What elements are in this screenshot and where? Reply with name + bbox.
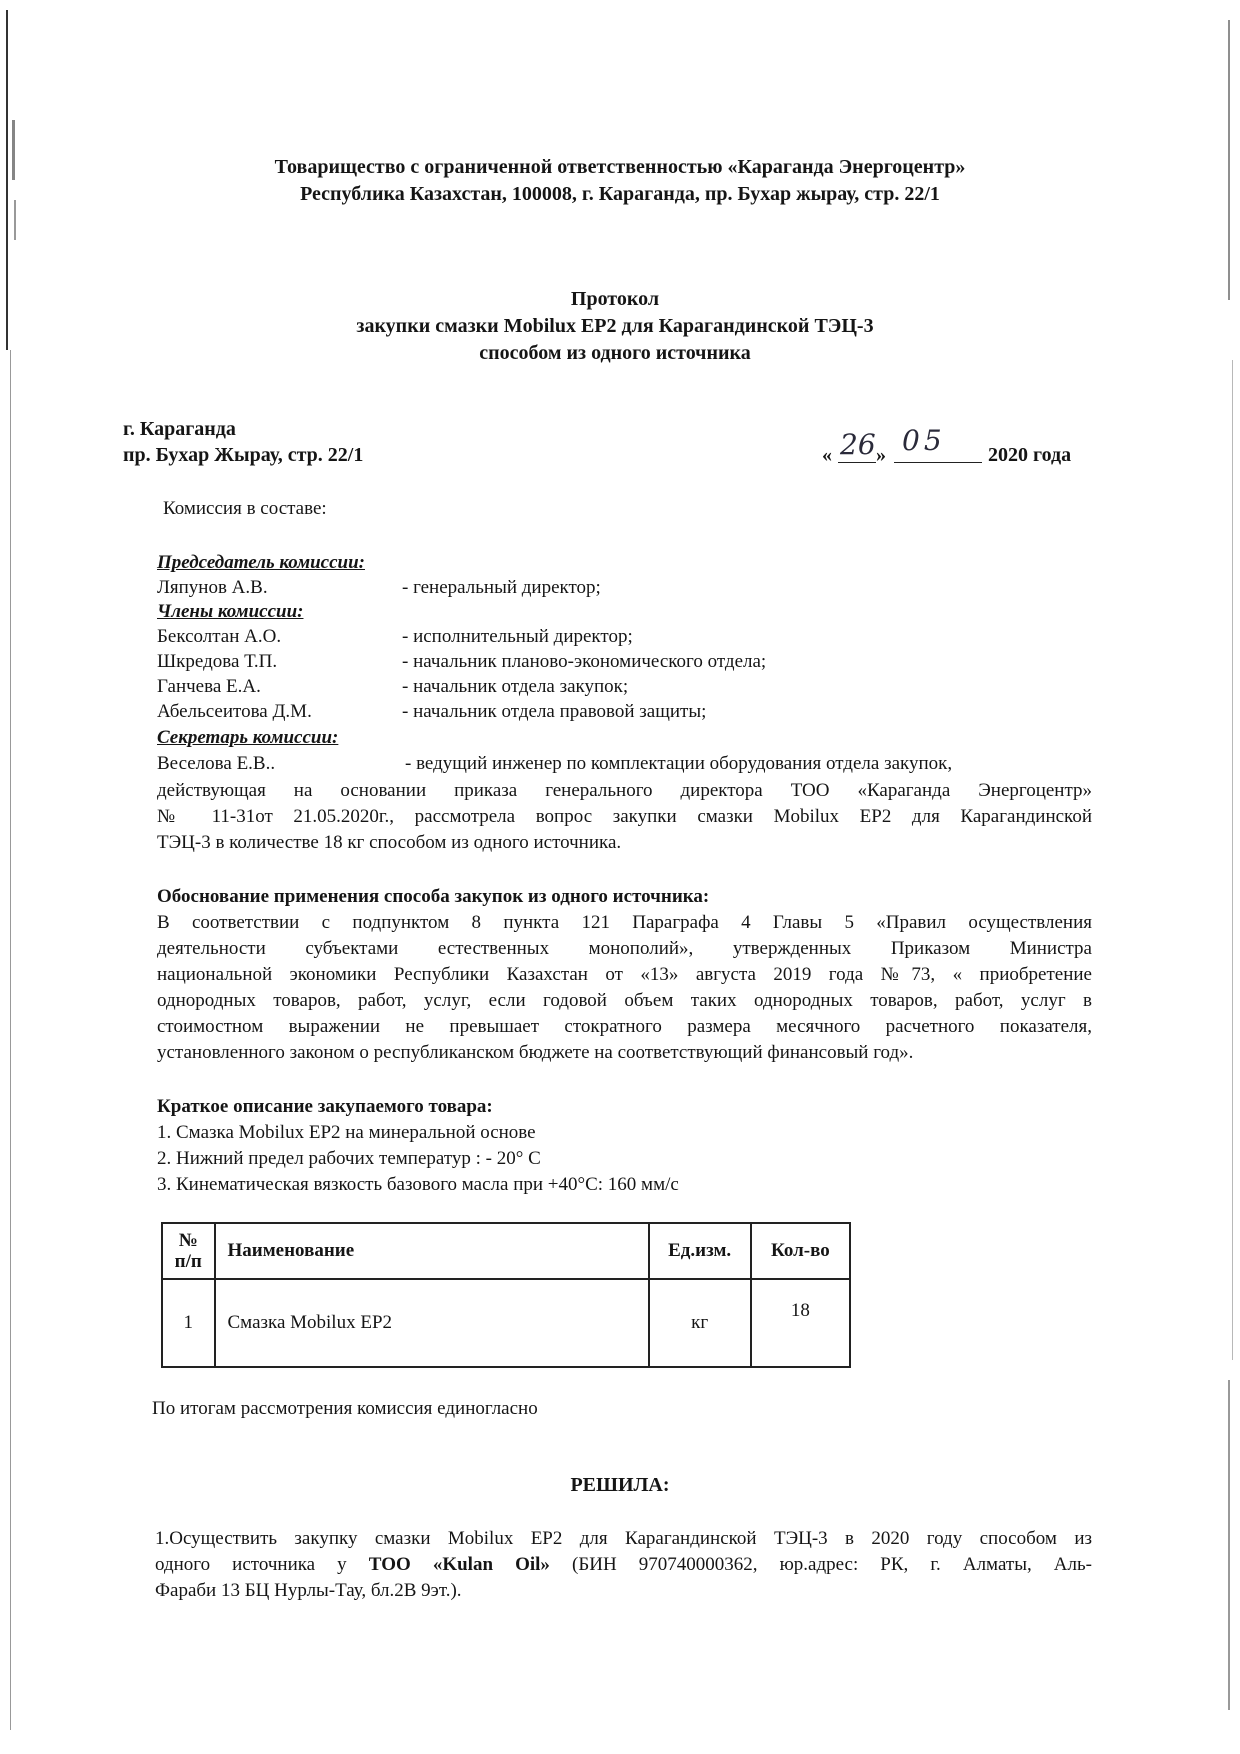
member-role: - начальник планово-экономического отдела; bbox=[402, 651, 767, 672]
row-qty: 18 bbox=[751, 1279, 850, 1367]
protocol-subject: закупки смазки Mobilux EP2 для Карагандинской ТЭЦ-3 bbox=[356, 315, 874, 337]
member-name: Абельсеитова Д.М. bbox=[157, 701, 312, 722]
decision-line: 1.Осуществить закупку смазки Mobilux EP2 для Карагандинской ТЭЦ-3 в 2020 году способом из bbox=[155, 1528, 1092, 1549]
description-item: 3. Кинематическая вязкость базового масла при +40°С: 160 мм/с bbox=[157, 1174, 679, 1195]
description-heading: Краткое описание закупаемого товара: bbox=[157, 1096, 493, 1117]
row-name: Смазка Mobilux EP2 bbox=[215, 1279, 649, 1367]
member-role: - начальник отдела закупок; bbox=[402, 676, 629, 697]
org-name: Товарищество с ограниченной ответственностью «Караганда Энергоцентр» bbox=[274, 156, 966, 178]
chair-row bbox=[157, 577, 1057, 603]
member-name: Ганчева Е.А. bbox=[157, 676, 261, 697]
header-num-line2: п/п bbox=[174, 1251, 202, 1272]
member-row bbox=[157, 701, 1057, 727]
protocol-method: способом из одного источника bbox=[479, 342, 751, 364]
row-unit: кг bbox=[649, 1279, 751, 1367]
decision-line2-end: (БИН 970740000362, юр.адрес: РК, г. Алматы, Аль- bbox=[549, 1554, 1092, 1575]
header-name: Наименование bbox=[215, 1223, 649, 1279]
chair-role: - генеральный директор; bbox=[402, 577, 601, 598]
protocol-title: Протокол bbox=[570, 288, 660, 310]
day-underline bbox=[838, 462, 876, 463]
decision-supplier-line bbox=[155, 1554, 1092, 1576]
justification-line: стоимостном выражении не превышает стократного размера месячного расчетного показателя, bbox=[157, 1016, 1092, 1037]
commission-text-line: № 11-31от 21.05.2020г., рассмотрела вопрос закупки смазки Mobilux EP2 для Карагандинской bbox=[157, 806, 1092, 827]
member-name: Бексолтан А.О. bbox=[157, 626, 282, 647]
commission-text-last: ТЭЦ-3 в количестве 18 кг способом из одного источника. bbox=[157, 832, 622, 853]
date-month: 05 bbox=[902, 424, 946, 457]
justification-line: национальной экономики Республики Казахстан от «13» августа 2019 года №73, « приобретение bbox=[157, 964, 1092, 985]
decision-heading: РЕШИЛА: bbox=[570, 1474, 670, 1496]
date-open-quote: « bbox=[822, 444, 832, 466]
supplier-name: ТОО «Kulan Oil» bbox=[368, 1554, 550, 1575]
header-num-line1: № bbox=[178, 1230, 198, 1251]
justification-last: установленного законом о республиканском бюджете на соответствующий финансовый год». bbox=[157, 1042, 914, 1063]
description-item: 2. Нижний предел рабочих температур : - 20° С bbox=[157, 1148, 541, 1169]
date-year: 2020 года bbox=[988, 444, 1072, 466]
justification-heading: Обоснование применения способа закупок из одного источника: bbox=[157, 886, 710, 907]
header-unit: Ед.изм. bbox=[649, 1223, 751, 1279]
secretary-label: Секретарь комиссии: bbox=[157, 727, 339, 748]
member-name: Шкредова Т.П. bbox=[157, 651, 278, 672]
table-header-row bbox=[162, 1223, 850, 1279]
chair-label: Председатель комиссии: bbox=[157, 552, 365, 573]
org-address: Республика Казахстан, 100008, г. Караганда, пр. Бухар жырау, стр. 22/1 bbox=[300, 183, 940, 205]
member-role: - исполнительный директор; bbox=[402, 626, 633, 647]
commission-text-line: действующая на основании приказа генерального директора ТОО «Караганда Энергоцентр» bbox=[157, 780, 1092, 801]
members-label: Члены комиссии: bbox=[157, 601, 304, 622]
decision-line2-start: одного источника у bbox=[155, 1554, 369, 1575]
member-role: - начальник отдела правовой защиты; bbox=[402, 701, 707, 722]
protocol-date bbox=[822, 424, 1082, 468]
table-row bbox=[162, 1279, 850, 1367]
chair-name: Ляпунов А.В. bbox=[157, 577, 268, 598]
result-text: По итогам рассмотрения комиссия единогласно bbox=[152, 1398, 538, 1419]
items-table bbox=[161, 1222, 851, 1368]
row-num: 1 bbox=[162, 1279, 215, 1367]
justification-line: В соответствии с подпунктом 8 пункта 121 Параграфа 4 Главы 5 «Правил осуществления bbox=[157, 912, 1092, 933]
justification-line: деятельности субъектами естественных монополий», утвержденных Приказом Министра bbox=[157, 938, 1092, 959]
justification-line: однородных товаров, работ, услуг, если годовой объем таких однородных товаров, работ, услуг в bbox=[157, 990, 1092, 1011]
member-row bbox=[157, 626, 1057, 652]
description-item: 1. Смазка Mobilux EP2 на минеральной основе bbox=[157, 1122, 536, 1143]
secretary-name: Веселова Е.В.. bbox=[157, 753, 276, 774]
member-row bbox=[157, 676, 1057, 702]
header-qty: Кол-во bbox=[751, 1223, 850, 1279]
commission-intro: Комиссия в составе: bbox=[163, 498, 327, 519]
date-day: 26 bbox=[840, 428, 876, 461]
city: г. Караганда bbox=[123, 418, 236, 440]
date-close-quote: » bbox=[876, 444, 886, 466]
secretary-role: - ведущий инженер по комплектации оборудования отдела закупок, bbox=[405, 753, 953, 774]
member-row bbox=[157, 651, 1057, 677]
secretary-row bbox=[157, 753, 1057, 779]
header-num bbox=[162, 1223, 215, 1279]
address: пр. Бухар Жырау, стр. 22/1 bbox=[123, 444, 364, 466]
month-underline bbox=[894, 462, 982, 463]
decision-line: Фараби 13 БЦ Нурлы-Тау, бл.2В 9эт.). bbox=[155, 1580, 462, 1601]
